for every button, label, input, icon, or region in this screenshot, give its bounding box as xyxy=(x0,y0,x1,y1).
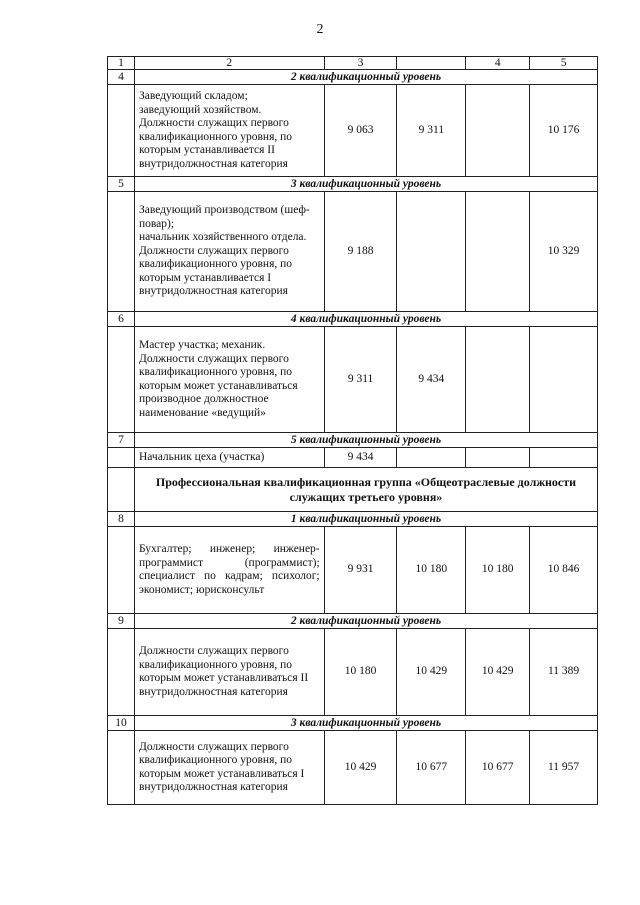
level-title: 2 квалификационный уровень xyxy=(134,614,597,629)
description-line: Заведующий складом; xyxy=(138,90,248,102)
salary-value: 9 434 xyxy=(324,448,397,468)
description-line: начальник хозяйственного отдела. xyxy=(138,231,307,244)
empty-cell xyxy=(108,629,135,716)
header-cell: 2 xyxy=(134,57,324,70)
position-row xyxy=(108,527,598,614)
salary-value xyxy=(397,448,466,468)
row-number: 9 xyxy=(108,614,135,629)
level-row xyxy=(108,614,598,629)
level-row xyxy=(108,716,598,731)
level-row xyxy=(108,312,598,327)
salary-value: 10 180 xyxy=(466,527,530,614)
salary-value xyxy=(530,448,598,468)
row-number: 10 xyxy=(108,716,135,731)
position-row xyxy=(108,192,598,312)
position-description xyxy=(134,527,324,614)
position-description xyxy=(134,448,324,468)
level-row xyxy=(108,177,598,192)
description-line: Бухгалтер; инженер; инженер-программист (программист); специалист по кадрам; психолог; экономист; юрисконсульт xyxy=(138,543,320,596)
salary-value xyxy=(397,192,466,312)
row-number: 6 xyxy=(108,312,135,327)
row-number: 8 xyxy=(108,512,135,527)
level-title: 4 квалификационный уровень xyxy=(134,312,597,327)
empty-cell xyxy=(108,448,135,468)
group-row xyxy=(108,468,598,512)
position-description xyxy=(134,629,324,716)
salary-value: 10 846 xyxy=(530,527,598,614)
salary-value: 9 311 xyxy=(324,327,397,433)
salary-value: 10 677 xyxy=(466,731,530,805)
description-line: Должности служащих первого квалификационного уровня, по которым может устанавливаться I внутридолжностная категория xyxy=(138,740,305,793)
salary-value xyxy=(530,327,598,433)
description-line: Заведующий производством (шеф-повар); xyxy=(138,204,310,230)
salary-value: 10 429 xyxy=(466,629,530,716)
empty-cell xyxy=(108,192,135,312)
salary-value: 10 429 xyxy=(397,629,466,716)
empty-cell xyxy=(108,85,135,177)
salary-value: 9 434 xyxy=(397,327,466,433)
header-cell: 1 xyxy=(108,57,135,70)
salary-value xyxy=(466,85,530,177)
level-title: 5 квалификационный уровень xyxy=(134,433,597,448)
level-title: 2 квалификационный уровень xyxy=(134,70,597,85)
salary-value: 9 188 xyxy=(324,192,397,312)
header-cell xyxy=(397,57,466,70)
salary-table xyxy=(107,56,598,805)
salary-value xyxy=(466,448,530,468)
salary-value: 11 389 xyxy=(530,629,598,716)
header-cell: 5 xyxy=(530,57,598,70)
salary-value: 10 180 xyxy=(397,527,466,614)
empty-cell xyxy=(108,731,135,805)
description-line: Мастер участка; механик. xyxy=(138,339,266,351)
salary-value: 10 429 xyxy=(324,731,397,805)
empty-cell xyxy=(108,527,135,614)
level-title: 1 квалификационный уровень xyxy=(134,512,597,527)
level-title: 3 квалификационный уровень xyxy=(134,716,597,731)
salary-value: 11 957 xyxy=(530,731,598,805)
salary-value xyxy=(466,192,530,312)
salary-value: 9 931 xyxy=(324,527,397,614)
position-description xyxy=(134,327,324,433)
position-row xyxy=(108,448,598,468)
empty-cell xyxy=(108,327,135,433)
group-title: Профессиональная квалификационная группа «Общеотраслевые должности служащих третьего уровня» xyxy=(134,468,597,512)
position-description xyxy=(134,192,324,312)
empty-cell xyxy=(108,468,135,512)
level-row xyxy=(108,70,598,85)
salary-value: 10 677 xyxy=(397,731,466,805)
description-line: Должности служащих первого квалификационного уровня, по которым устанавливается I внутридолжностная категория xyxy=(138,244,293,298)
position-description xyxy=(134,731,324,805)
position-description xyxy=(134,85,324,177)
position-row xyxy=(108,629,598,716)
salary-value: 9 063 xyxy=(324,85,397,177)
description-line: Начальник цеха (участка) xyxy=(138,450,265,463)
position-row xyxy=(108,85,598,177)
description-line: Должности служащих первого квалификационного уровня, по которым устанавливается II внутридолжностная категория xyxy=(138,117,293,170)
salary-value: 10 329 xyxy=(530,192,598,312)
position-row xyxy=(108,731,598,805)
description-line: Должности служащих первого квалификационного уровня, по которым может устанавливаться производное должностное наименование «ведущий» xyxy=(138,352,298,419)
salary-value xyxy=(466,327,530,433)
level-title: 3 квалификационный уровень xyxy=(134,177,597,192)
level-row xyxy=(108,512,598,527)
salary-value: 10 180 xyxy=(324,629,397,716)
level-row xyxy=(108,433,598,448)
header-cell: 4 xyxy=(466,57,530,70)
page-number: 2 xyxy=(316,22,324,37)
row-number: 4 xyxy=(108,70,135,85)
row-number: 5 xyxy=(108,177,135,192)
salary-value: 9 311 xyxy=(397,85,466,177)
position-row xyxy=(108,327,598,433)
header-cell: 3 xyxy=(324,57,397,70)
salary-value: 10 176 xyxy=(530,85,598,177)
row-number: 7 xyxy=(108,433,135,448)
description-line: Должности служащих первого квалификационного уровня, по которым может устанавливаться II внутридолжностная категория xyxy=(138,645,309,698)
description-line: заведующий хозяйством. xyxy=(138,103,262,116)
header-row xyxy=(108,57,598,70)
